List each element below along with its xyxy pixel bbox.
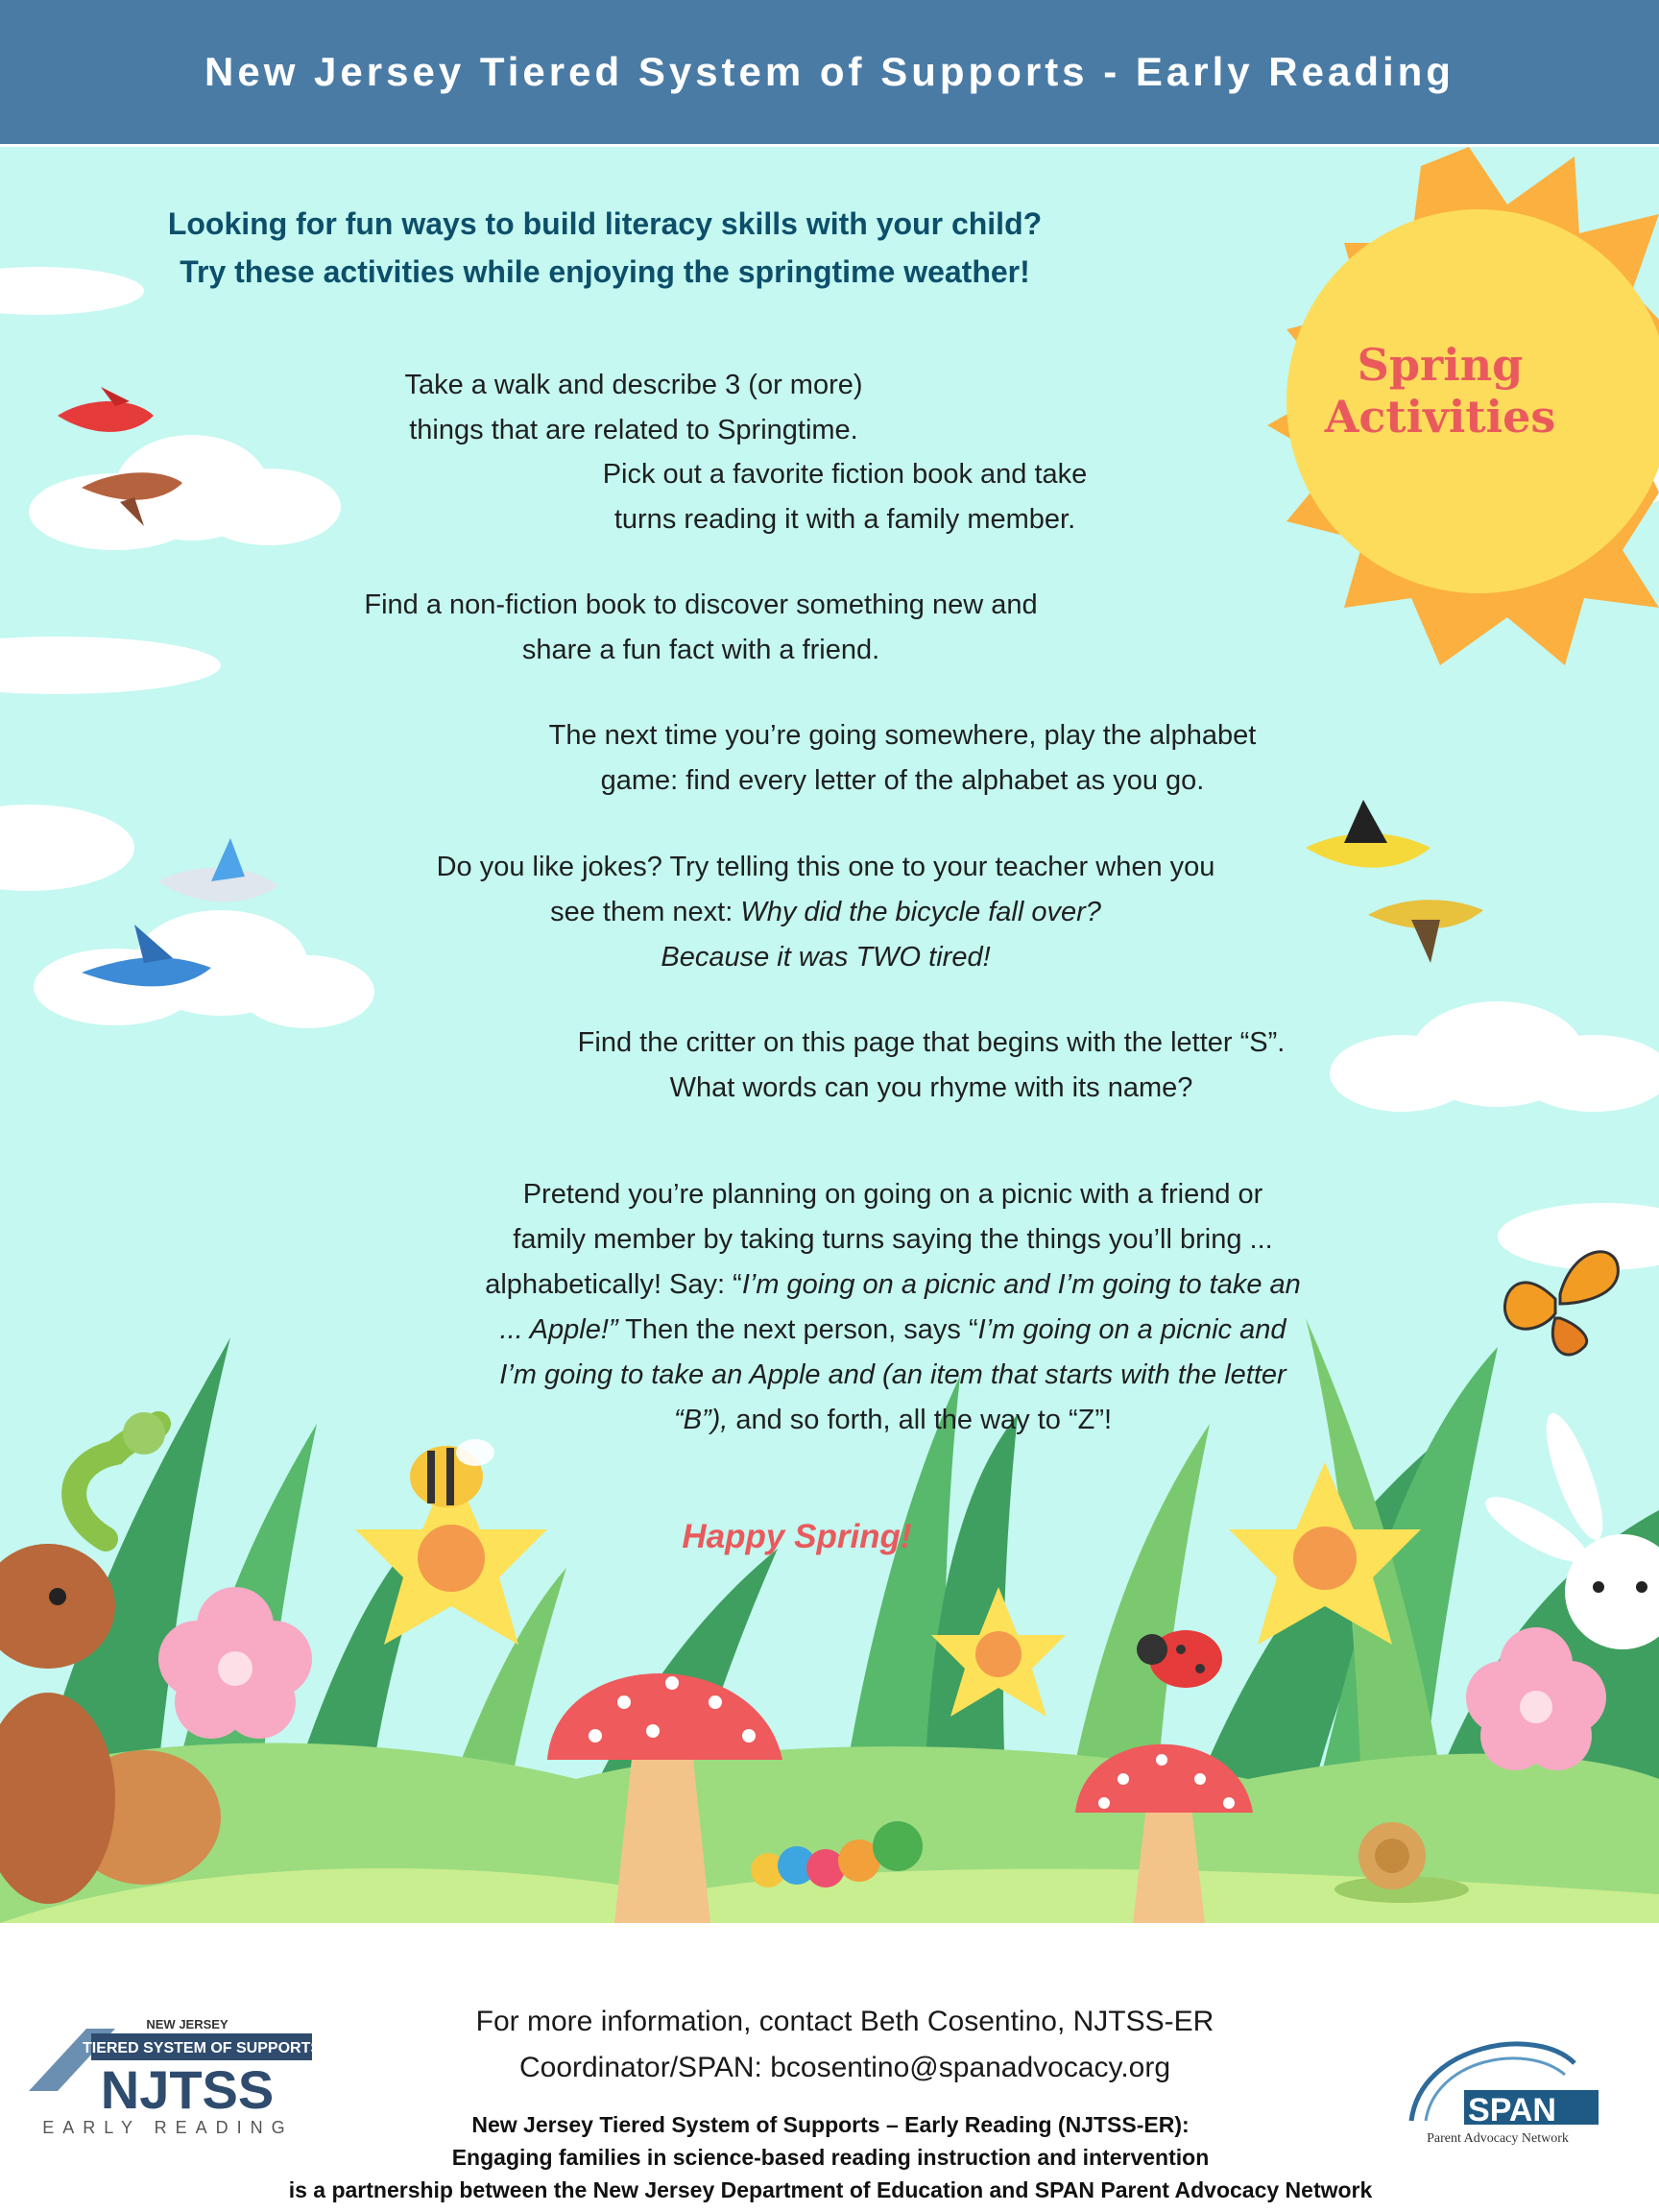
partner-line-3: is a partnership between the New Jersey Department of Education and SPAN Parent Advocacy Network xyxy=(288,2177,1373,2202)
njtss-logo-top: NEW JERSEY xyxy=(146,2017,228,2032)
activity-critter xyxy=(451,1021,1411,1111)
goldfinch-icon xyxy=(1368,900,1483,963)
activity-nonfiction-line-2: share a fun fact with a friend. xyxy=(521,635,880,665)
page-title: New Jersey Tiered System of Supports - Early Reading xyxy=(204,49,1455,94)
partnership-statement xyxy=(144,2108,1517,2206)
joke-question: Why did the bicycle fall over? xyxy=(740,897,1101,927)
njtss-logo-sub: EARLY READING xyxy=(42,2118,294,2137)
activity-critter-line-2: What words can you rhyme with its name? xyxy=(669,1072,1193,1103)
intro-text xyxy=(58,200,1152,296)
activity-fiction xyxy=(499,452,1190,542)
activity-picnic-line-4-italic-2: I’m going on a picnic and xyxy=(977,1314,1286,1345)
activity-picnic-line-5-italic: I’m going to take an Apple and (an item that starts with the letter xyxy=(499,1359,1286,1390)
header-banner xyxy=(0,0,1659,147)
span-logo-main: SPAN xyxy=(1468,2092,1556,2128)
contact-line-2: Coordinator/SPAN: bcosentino@spanadvocacy.org xyxy=(518,2052,1171,2083)
activity-picnic-line-3: alphabetically! Say: “ xyxy=(485,1269,742,1300)
contact-info xyxy=(365,1999,1325,2091)
activity-picnic-line-6: and so forth, all the way to “Z”! xyxy=(728,1405,1113,1435)
activity-jokes-line-2: see them next: xyxy=(550,897,741,927)
activity-walk-line-2: things that are related to Springtime. xyxy=(409,415,858,445)
activity-fiction-line-2: turns reading it with a family member. xyxy=(613,504,1076,535)
pink-flower-icon xyxy=(158,1587,312,1739)
activity-picnic-line-1: Pretend you’re planning on going on a picnic with a friend or xyxy=(522,1179,1263,1210)
partner-line-1: New Jersey Tiered System of Supports – Early Reading (NJTSS-ER): xyxy=(471,2112,1190,2137)
activity-nonfiction-line-1: Find a non-fiction book to discover something new and xyxy=(364,589,1038,620)
activity-picnic-line-4: Then the next person, says “ xyxy=(617,1314,978,1345)
intro-line-2: Try these activities while enjoying the springtime weather! xyxy=(180,254,1030,289)
activity-picnic xyxy=(384,1172,1402,1443)
njtss-logo-main: NJTSS xyxy=(100,2059,275,2120)
activity-alphabet xyxy=(470,713,1334,804)
joke-answer: Because it was TWO tired! xyxy=(661,942,991,973)
activity-picnic-line-4-italic: ... Apple!” xyxy=(499,1314,618,1345)
cardinal-icon xyxy=(58,387,154,432)
activity-walk-line-1: Take a walk and describe 3 (or more) xyxy=(404,370,863,400)
intro-line-1: Looking for fun ways to build literacy skills with your child? xyxy=(167,206,1043,241)
contact-line-1: For more information, contact Beth Cosentino, NJTSS-ER xyxy=(475,2006,1214,2037)
bluebird-icon xyxy=(158,838,278,902)
activity-picnic-line-6-italic: “B”), xyxy=(673,1405,729,1435)
activity-fiction-line-1: Pick out a favorite fiction book and take xyxy=(602,459,1088,490)
spring-scene xyxy=(0,147,1659,1923)
activity-alphabet-line-1: The next time you’re going somewhere, play the alphabet xyxy=(548,720,1257,751)
partner-line-2: Engaging families in science-based reading instruction and intervention xyxy=(451,2145,1210,2170)
happy-spring: Happy Spring! xyxy=(682,1518,912,1555)
cloud-icon xyxy=(0,637,221,694)
activity-jokes xyxy=(346,845,1306,980)
activity-alphabet-line-2: game: find every letter of the alphabet as you go. xyxy=(600,765,1205,796)
activity-picnic-line-3-italic: I’m going on a picnic and I’m going to take an xyxy=(741,1269,1301,1300)
activity-picnic-line-2: family member by taking turns saying the things you’ll bring ... xyxy=(513,1224,1273,1255)
activity-critter-line-1: Find the critter on this page that begins with the letter “S”. xyxy=(577,1027,1286,1058)
njtss-logo-band: TIERED SYSTEM OF SUPPORTS xyxy=(82,2040,317,2056)
spring-activities-title: Spring Activities xyxy=(1324,339,1556,443)
cloud-icon xyxy=(0,805,134,891)
goldfinch-icon xyxy=(1306,800,1431,868)
span-logo-sub: Parent Advocacy Network xyxy=(1427,2131,1569,2146)
activity-jokes-line-1: Do you like jokes? Try telling this one to your teacher when you xyxy=(436,852,1215,882)
activity-nonfiction xyxy=(269,583,1133,673)
activity-walk xyxy=(288,363,979,453)
bee-icon xyxy=(410,1439,494,1507)
